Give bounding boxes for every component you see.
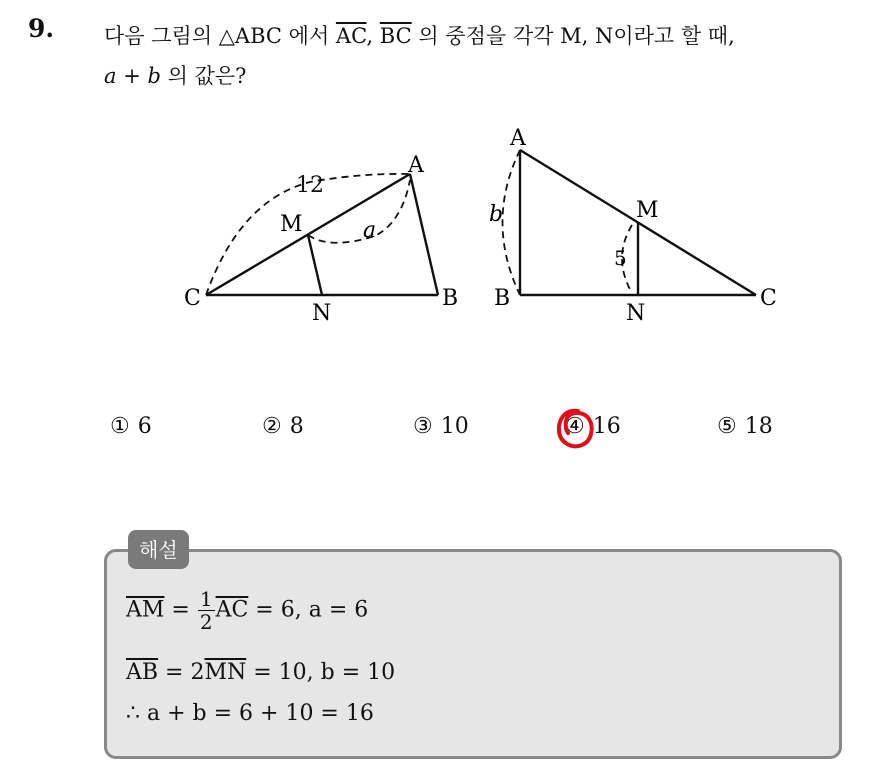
fraction-numerator: 1: [199, 587, 213, 611]
midpoint-n-label: N: [626, 301, 646, 326]
vertex-a-label: A: [510, 126, 526, 151]
midpoint-n-label: N: [312, 301, 332, 326]
segment-ab: $\overline{AB}$: [126, 660, 159, 685]
choice-mark: ③: [413, 414, 433, 439]
question-expression: a + b: [104, 64, 161, 88]
choice-3[interactable]: [413, 414, 469, 439]
length-label: 5: [614, 246, 627, 270]
segment-ab: [410, 174, 438, 295]
choice-value: 16: [592, 414, 621, 439]
solution-line2-mid: = 2: [158, 660, 205, 685]
choice-value: 10: [440, 414, 469, 439]
segment-bc: $\overline{BC}$: [379, 24, 412, 48]
segment-mn: $\overline{MN}$: [204, 660, 247, 685]
question-line1-suffix: 의 중점을 각각 M, N이라고 할 때,: [411, 24, 735, 48]
variable-label: b: [489, 202, 504, 227]
vertex-b-label: B: [494, 286, 511, 311]
solution-line-2: [126, 660, 395, 685]
length-label: 12: [296, 173, 324, 198]
vertex-a-label: A: [408, 153, 424, 178]
question-line1-prefix: 다음 그림의 △ABC 에서: [104, 24, 336, 48]
question-line2-suffix: 의 값은?: [160, 64, 247, 88]
solution-tag: 해설: [128, 530, 189, 569]
segment-am: $\overline{AM}$: [126, 597, 165, 623]
midpoint-m-label: M: [280, 212, 303, 237]
segment-ac: $\overline{AC}$: [215, 597, 249, 623]
choice-1[interactable]: [110, 414, 152, 439]
dashed-arc-var: [503, 150, 521, 295]
solution-box: [104, 549, 842, 759]
choice-mark: ④: [565, 414, 585, 439]
solution-line-1: [126, 588, 368, 633]
fraction-half: [198, 588, 215, 633]
solution-line2-rest: = 10, b = 10: [246, 660, 396, 685]
solution-line-3: ∴ a + b = 6 + 10 = 16: [126, 701, 374, 726]
vertex-c-label: C: [760, 286, 777, 311]
answer-selection-circle-icon: [556, 405, 596, 451]
choice-mark: ②: [262, 414, 282, 439]
question-line-1: [104, 16, 874, 56]
solution-eq: =: [164, 597, 197, 623]
midpoint-m-label: M: [636, 198, 659, 223]
fraction-denominator: 2: [199, 610, 213, 634]
question-line-2: [104, 56, 874, 96]
figure-triangle-1: [180, 140, 460, 330]
question-number: 9.: [28, 14, 55, 43]
variable-label: a: [363, 218, 377, 243]
figure-triangle-2: [480, 115, 800, 330]
vertex-c-label: C: [184, 286, 201, 311]
segment-mn: [308, 235, 322, 295]
choice-mark: ⑤: [717, 414, 737, 439]
choice-5[interactable]: [717, 414, 773, 439]
question-text: [104, 16, 874, 96]
choice-mark: ①: [110, 414, 130, 439]
choice-value: 8: [289, 414, 304, 439]
vertex-b-label: B: [442, 286, 459, 311]
segment-ac: $\overline{AC}$: [335, 24, 367, 48]
choice-2[interactable]: [262, 414, 304, 439]
solution-line1-rest: = 6, a = 6: [248, 597, 369, 623]
question-sep: ,: [366, 24, 380, 48]
answer-choices: [0, 414, 884, 450]
choice-value: 6: [137, 414, 152, 439]
choice-value: 18: [744, 414, 773, 439]
